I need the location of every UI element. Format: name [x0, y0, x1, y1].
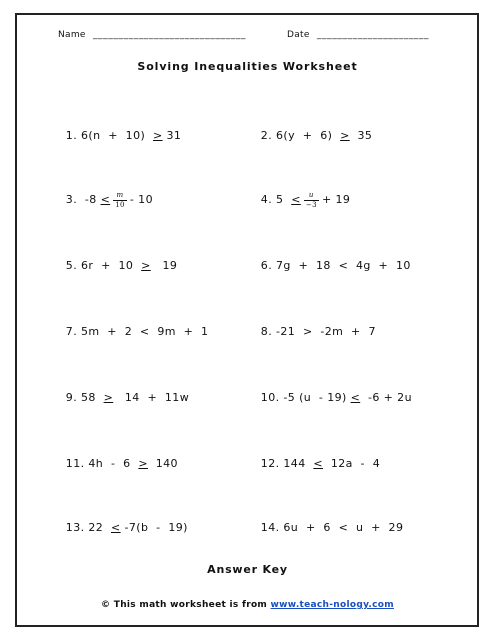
problem-6: 6. 7g + 18 < 4g + 10: [260, 259, 411, 272]
inequality-sign: <: [350, 391, 361, 404]
problem-3: 3. -8 < $\frac{m}{10}$ - 10: [65, 190, 153, 209]
problem-number: 10.: [260, 391, 280, 404]
footer-credit: [0, 600, 495, 610]
problem-number: 13.: [65, 521, 85, 534]
name-field[interactable]: [58, 30, 246, 40]
problem-number: 7.: [65, 325, 78, 338]
problem-number: 3.: [65, 193, 78, 206]
problem-4: 4. 5 < $\frac{u}{-3}$ + 19: [260, 190, 351, 209]
problem-number: 6.: [260, 259, 273, 272]
worksheet-title: Solving Inequalities Worksheet: [137, 60, 358, 73]
problem-1: 1. 6(n + 10) > 31: [65, 129, 182, 142]
problem-number: 8.: [260, 325, 273, 338]
date-blank-line: ______________________: [316, 30, 430, 40]
inequality-sign: <: [100, 193, 111, 206]
problem-7: 7. 5m + 2 < 9m + 1: [65, 325, 209, 338]
answer-key-heading: Answer Key: [207, 563, 288, 576]
footer-link[interactable]: www.teach-nology.com: [270, 600, 394, 610]
problem-number: 4.: [260, 193, 273, 206]
problem-number: 5.: [65, 259, 78, 272]
problem-number: 1.: [65, 129, 78, 142]
fraction: $\frac{u}{-3}$: [305, 190, 317, 209]
inequality-sign: >: [103, 391, 114, 404]
name-blank-line: ______________________________: [92, 30, 246, 40]
problem-9: 9. 58 > 14 + 11w: [65, 391, 190, 404]
footer-text: © This math worksheet is from: [101, 600, 271, 610]
problem-14: 14. 6u + 6 < u + 29: [260, 521, 404, 534]
problem-number: 11.: [65, 457, 85, 470]
problem-number: 12.: [260, 457, 280, 470]
inequality-sign: >: [141, 259, 151, 272]
inequality-sign: <: [291, 193, 301, 206]
inequality-sign: >: [138, 457, 148, 470]
problem-number: 9.: [65, 391, 78, 404]
problem-number: 2.: [260, 129, 273, 142]
date-label: Date: [287, 30, 310, 40]
problem-10: 10. -5 (u - 19) < -6 + 2u: [260, 391, 412, 404]
name-label: Name: [58, 30, 86, 40]
fraction: $\frac{m}{10}$: [115, 190, 125, 209]
inequality-sign: <: [313, 457, 324, 470]
problem-2: 2. 6(y + 6) > 35: [260, 129, 373, 142]
inequality-sign: <: [111, 521, 121, 534]
problem-number: 14.: [260, 521, 280, 534]
problem-13: 13. 22 < -7(b - 19): [65, 521, 188, 534]
problem-5: 5. 6r + 10 > 19: [65, 259, 178, 272]
problem-12: 12. 144 < 12a - 4: [260, 457, 381, 470]
inequality-sign: >: [152, 129, 163, 142]
inequality-sign: >: [340, 129, 350, 142]
problem-8: 8. -21 > -2m + 7: [260, 325, 376, 338]
problem-11: 11. 4h - 6 > 140: [65, 457, 178, 470]
date-field[interactable]: [287, 30, 429, 40]
